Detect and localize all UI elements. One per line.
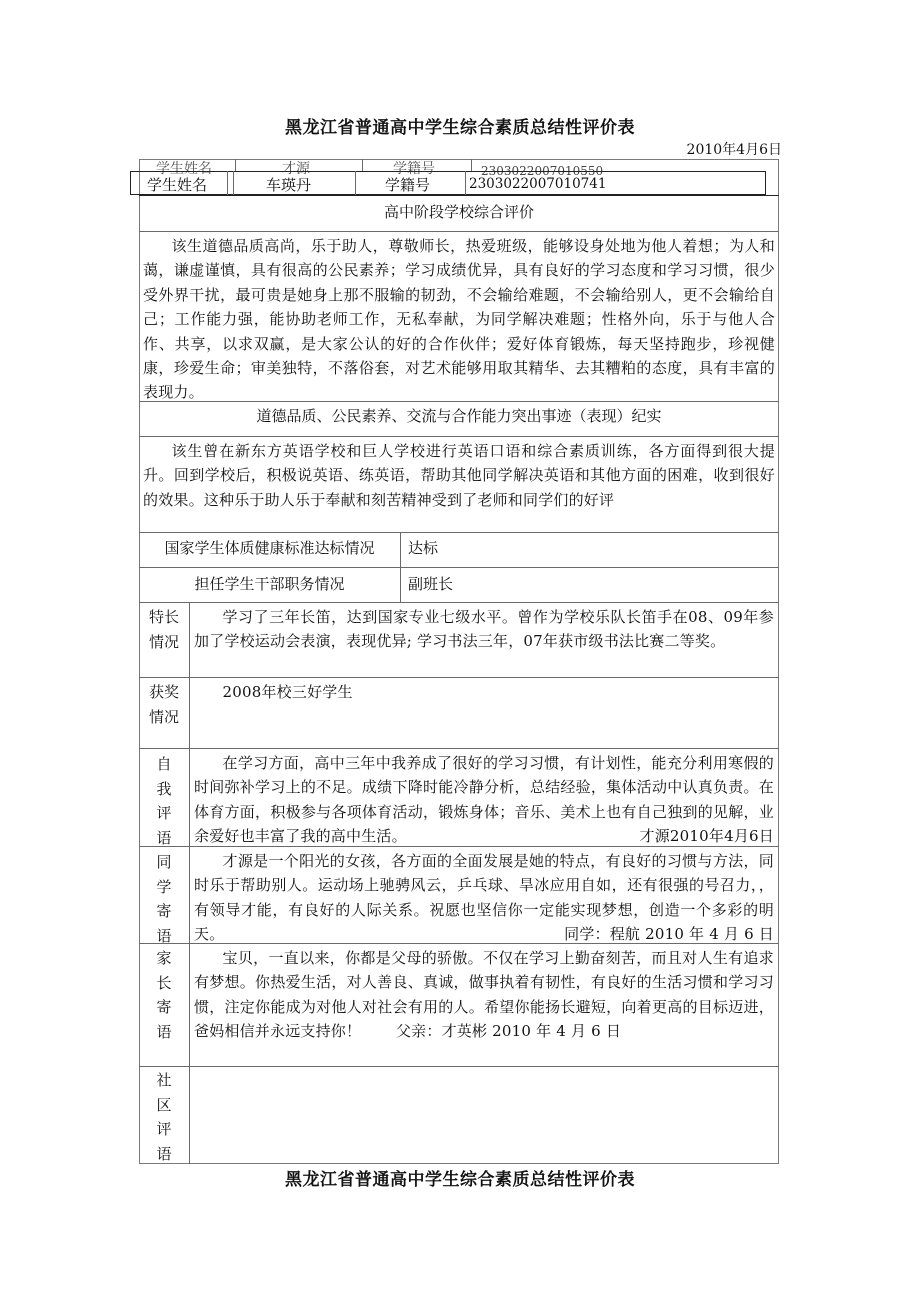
document-date: 2010年4月6日 [686, 142, 782, 158]
label-col-divider [189, 602, 190, 1164]
self-eval-text [194, 751, 774, 849]
classmate-text [194, 849, 774, 947]
row-line [139, 1066, 779, 1067]
header-divider [355, 171, 356, 195]
header-row [130, 171, 766, 195]
parent-text [194, 946, 774, 1044]
header-divider [227, 171, 228, 195]
row-line [139, 532, 779, 533]
student-name-label: 学生姓名 [147, 176, 208, 194]
ghost-id-value: 2303022007010550 [481, 164, 604, 178]
ghost-name-value: 才源 [282, 161, 310, 177]
fitness-label: 国家学生体质健康标准达标情况 [164, 539, 375, 557]
row-line [139, 567, 779, 568]
document-title: 黑龙江省普通高中学生综合素质总结性评价表 [285, 118, 635, 138]
record-heading: 道德品质、公民素养、交流与合作能力突出事迹（表现）纪实 [256, 407, 662, 425]
ghost-divider [471, 159, 472, 171]
student-name-value: 车瑛丹 [266, 176, 312, 194]
parent-label: 家 长 寄 语 [156, 949, 172, 1041]
header-divider [465, 171, 466, 195]
self-eval-signature: 才源2010年4月6日 [639, 827, 774, 846]
cadre-value: 副班长 [408, 575, 454, 593]
parent-body: 宝贝，一直以来，你都是父母的骄傲。不仅在学习上勤奋刻苦，而且对人生有追求有梦想。你热爱生活，对人善良、真诚，做事执着有韧性，有良好的生活习惯和学习习惯，注定你能成为对他人对社会有用的人。希望你能扬长避短，向着更高的目标迈进，爸妈相信并永远支持你！ [194, 949, 774, 1041]
fitness-value: 达标 [408, 539, 439, 557]
self-eval-label: 自 我 评 语 [156, 755, 172, 847]
school-eval-heading: 高中阶段学校综合评价 [383, 203, 534, 221]
community-label: 社 区 评 语 [156, 1071, 172, 1163]
self-eval-body: 在学习方面，高中三年中我养成了很好的学习习惯，有计划性，能充分利用寒假的时间弥补学习上的不足。成绩下降时能冷静分析，总结经验，集体活动中认真负责。在体育方面，积极参与各项体育活动，锻炼身体；音乐、美术上也有自己独到的见解，业余爱好也丰富了我的高中生活。 [194, 754, 774, 846]
classmate-label: 同 学 寄 语 [156, 853, 172, 945]
row-line [139, 195, 779, 196]
specialty-text: 学习了三年长笛，达到国家专业七级水平。曾作为学校乐队长笛手在08、09年参加了学校运动会表演，表现优异; 学习书法三年，07年获市级书法比赛二等奖。 [194, 608, 774, 651]
ghost-name-label: 学生姓名 [156, 161, 212, 177]
student-id-value: 2303022007010741 [469, 176, 607, 192]
record-text: 该生曾在新东方英语学校和巨人学校进行英语口语和综合素质训练，各方面得到很大提升。回到学校后，积极说英语、练英语，帮助其他同学解决英语和其他方面的困难，收到很好的效果。这种乐于助人乐于奉献和刻苦精神受到了老师和同学们的好评 [143, 442, 775, 509]
school-eval-text: 该生道德品质高尚，乐于助人，尊敬师长，热爱班级，能够设身处地为他人着想；为人和蔼，谦虚谨慎，具有很高的公民素养；学习成绩优异，具有良好的学习态度和学习习惯，很少受外界干扰，最可贵是她身上那不服输的韧劲，不会输给难题，不会输给别人，更不会输给自己；工作能力强，能协助老师工作，无私奉献，为同学解决难题；性格外向，乐于与他人合作、共享，以求双赢，是大家公认的好的合作伙伴；爱好体育锻炼，每天坚持跑步，珍视健康，珍爱生命；审美独特，不落俗套，对艺术能够用取其精华、去其糟粕的态度，具有丰富的表现力。 [143, 237, 775, 402]
awards-label: 获奖 情况 [148, 683, 179, 726]
specialty-label: 特长 情况 [148, 608, 179, 651]
classmate-body: 才源是一个阳光的女孩，各方面的全面发展是她的特点，有良好的习惯与方法，同时乐于帮助别人。运动场上驰骋风云，乒乓球、旱冰应用自如，还有很强的号召力，，有领导才能，有良好的人际关系。祝愿也坚信你一定能实现梦想，创造一个多彩的明天。 [194, 852, 774, 944]
row-line [139, 602, 779, 603]
ghost-id-label: 学籍号 [393, 161, 435, 177]
row-line [139, 436, 779, 437]
row-line [139, 846, 779, 847]
row-line [139, 677, 779, 678]
parent-signature: 父亲：才英彬 2010 年 4 月 6 日 [395, 1022, 622, 1041]
community-text[interactable] [194, 1069, 774, 1159]
row-line [139, 231, 779, 232]
row-line [139, 943, 779, 944]
row-line [139, 748, 779, 749]
header-divider [233, 171, 234, 195]
cadre-label: 担任学生干部职务情况 [194, 575, 345, 593]
awards-text: 2008年校三好学生 [222, 683, 353, 701]
classmate-signature: 同学：程航 2010 年 4 月 6 日 [564, 925, 774, 944]
row-line [139, 401, 779, 402]
ghost-divider [362, 159, 363, 171]
footer-title: 黑龙江省普通高中学生综合素质总结性评价表 [285, 1170, 635, 1190]
student-id-label: 学籍号 [385, 176, 431, 194]
ghost-divider [235, 159, 236, 171]
